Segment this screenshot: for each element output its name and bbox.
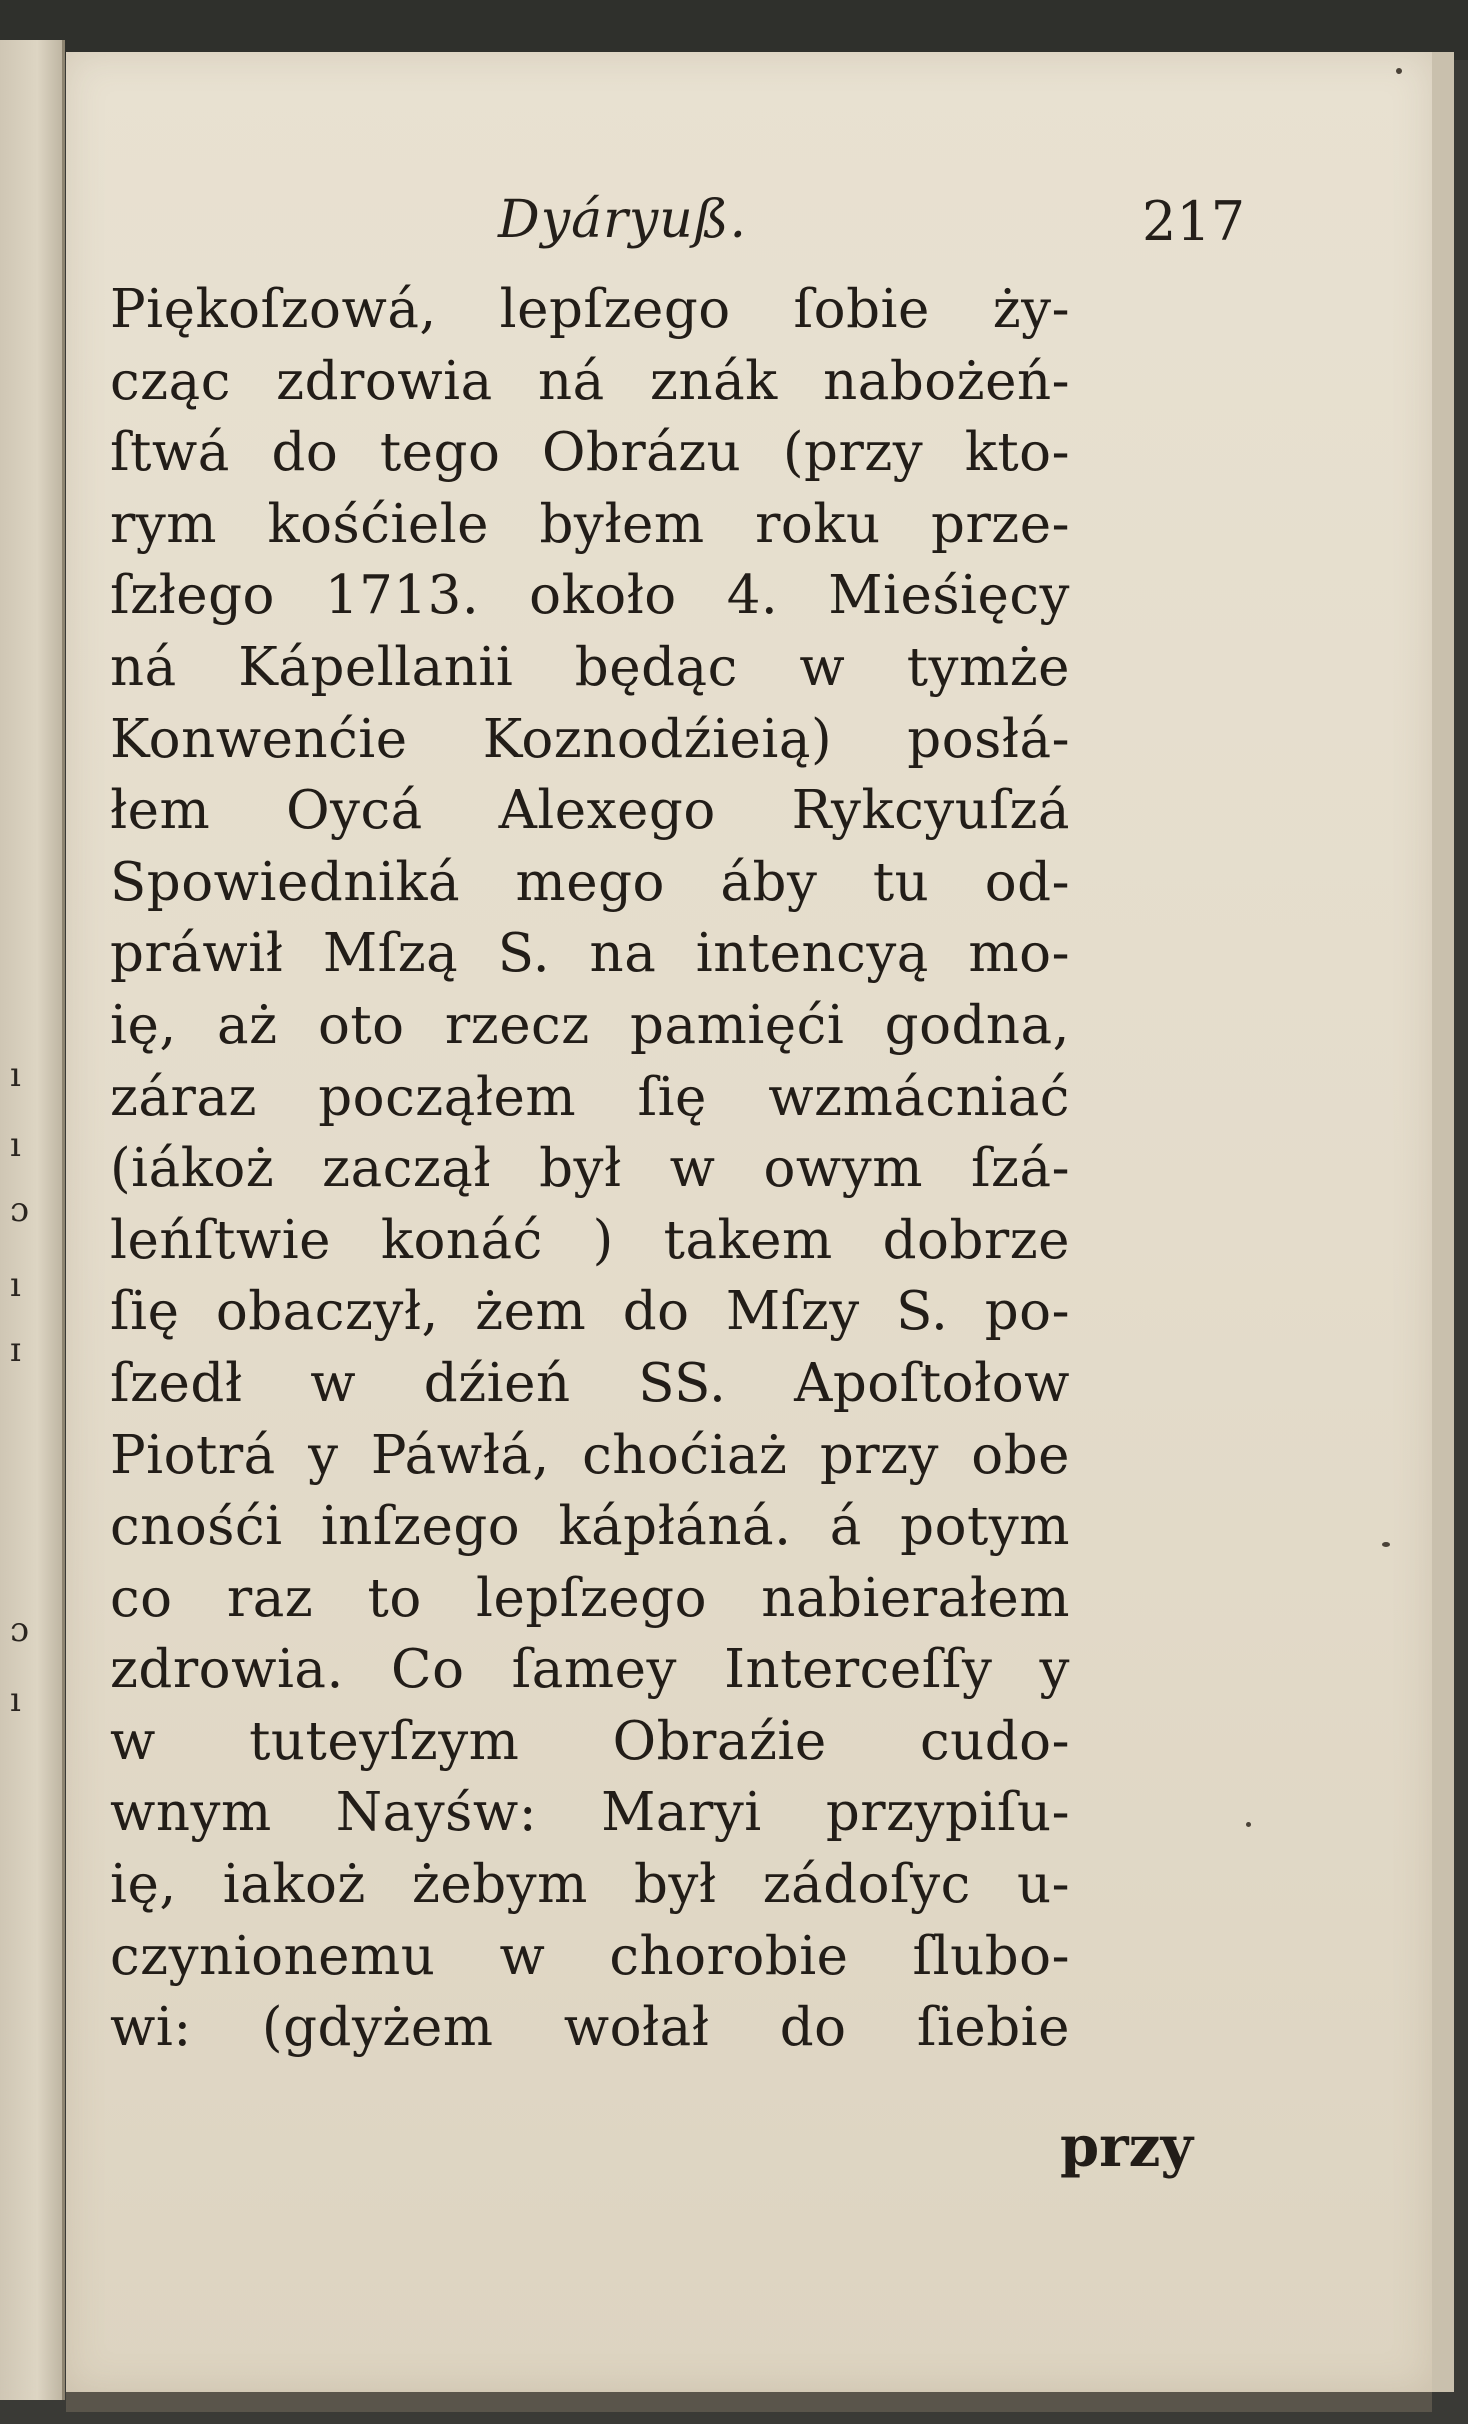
paper-speck xyxy=(1396,68,1402,74)
page-header xyxy=(66,190,1432,270)
fragment-mark: ı xyxy=(10,1125,21,1165)
catchword: przy xyxy=(1060,2114,1193,2180)
text-line: ſzedł w dźień SS. Apoſtołow xyxy=(110,1352,1070,1414)
fragment-mark: ı xyxy=(10,1055,21,1095)
page-right-edge xyxy=(1432,52,1454,2392)
text-line: ſię obaczył, żem do Mſzy S. po- xyxy=(110,1281,1070,1343)
text-line: Piotrá y Páwłá, choćiaż przy obe xyxy=(110,1424,1070,1486)
text-line: co raz to lepſzego nabierałem xyxy=(110,1567,1070,1629)
text-line: wnym Nayśw: Maryi przypiſu- xyxy=(110,1782,1070,1844)
book-page xyxy=(66,52,1432,2392)
fragment-mark: ɔ xyxy=(10,1190,30,1230)
fragment-mark: ɔ xyxy=(10,1610,30,1650)
text-line: w tuteyſzym Obraźie cudo- xyxy=(110,1710,1070,1772)
fragment-mark: ı xyxy=(10,1680,21,1720)
text-line: rym kośćiele byłem roku prze- xyxy=(110,493,1070,555)
text-line: Piękoſzowá, lepſzego ſobie ży- xyxy=(110,279,1070,340)
scanner-background xyxy=(0,0,1468,60)
adjacent-page-fragments xyxy=(6,40,46,2400)
text-line: ſzłego 1713. około 4. Mieśięcy xyxy=(110,565,1070,627)
adjacent-page-edge xyxy=(0,40,65,2400)
text-line: Spowiedniká mego áby tu od- xyxy=(110,851,1070,913)
fragment-mark: ı xyxy=(10,1265,21,1305)
text-line: cząc zdrowia ná znák nabożeń- xyxy=(110,350,1070,412)
paper-speck xyxy=(1246,1822,1251,1827)
text-line: czynionemu w chorobie ſlubo- xyxy=(110,1925,1070,1987)
text-line: łem Oycá Alexego Rykcyuſzá xyxy=(110,780,1070,842)
text-line: ſtwá do tego Obrázu (przy kto- xyxy=(110,422,1070,484)
text-line: (iákoż zaczął był w owym ſzá- xyxy=(110,1138,1070,1200)
text-line: leńſtwie konáć ) takem dobrze xyxy=(110,1209,1070,1271)
text-line: práwił Mſzą S. na intencyą mo- xyxy=(110,923,1070,985)
paper-speck xyxy=(1382,1542,1390,1547)
text-line: záraz począłem ſię wzmácniać xyxy=(110,1066,1070,1128)
running-title: Dyáryuß. xyxy=(498,190,748,250)
text-line: zdrowia. Co ſamey Interceſſy y xyxy=(110,1639,1070,1701)
text-line: wi: (gdyżem wołał do ſiebie xyxy=(110,1997,1070,2059)
page-bottom-edge xyxy=(66,2392,1432,2412)
body-text xyxy=(110,274,1070,2064)
fragment-mark: ɪ xyxy=(10,1330,21,1370)
text-line: ię, aż oto rzecz pamięći godna, xyxy=(110,994,1070,1056)
text-line: cnośći inſzego kápłáná. á potym xyxy=(110,1496,1070,1558)
page-number: 217 xyxy=(1142,190,1246,253)
text-line: ná Kápellanii będąc w tymże xyxy=(110,636,1070,698)
text-line: Konwenćie Koznodźieią) posłá- xyxy=(110,708,1070,770)
text-line: ię, iakoż żebym był zádoſyc u- xyxy=(110,1854,1070,1916)
